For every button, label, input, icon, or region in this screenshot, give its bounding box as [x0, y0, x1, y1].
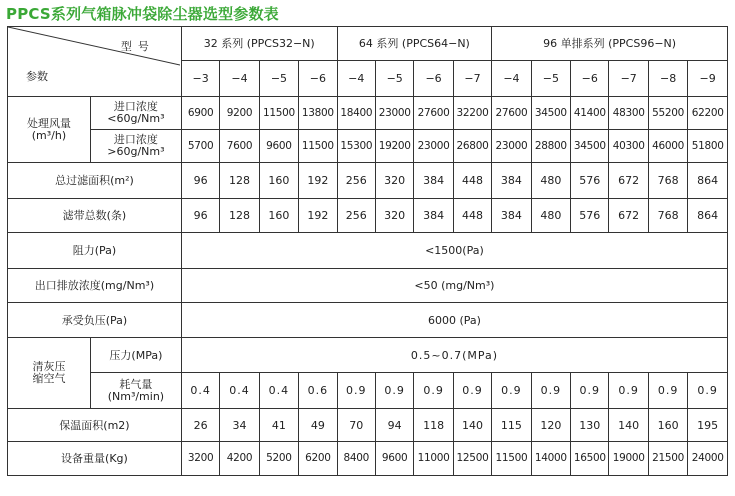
insulation-cell: 115: [492, 409, 531, 442]
model-number-cell: −6: [299, 61, 337, 97]
weight-cell: 24000: [688, 442, 728, 476]
model-number-cell: −5: [375, 61, 413, 97]
group-header-64: 64 系列 (PPCS64−N): [337, 27, 492, 61]
bag-count-cell: 480: [531, 199, 570, 233]
airflow-low-cell: 6900: [181, 97, 219, 130]
weight-cell: 12500: [453, 442, 491, 476]
airflow-high-cell: 19200: [375, 130, 413, 163]
insulation-cell: 49: [299, 409, 337, 442]
filter-area-cell: 192: [299, 163, 337, 199]
model-number-cell: −6: [414, 61, 453, 97]
insulation-cell: 41: [259, 409, 298, 442]
insulation-row: [8, 409, 728, 442]
airflow-low-cell: 41400: [571, 97, 609, 130]
bag-count-cell: 256: [337, 199, 375, 233]
weight-cell: 8400: [337, 442, 375, 476]
insulation-cell: 26: [181, 409, 219, 442]
airflow-high-cell: 23000: [492, 130, 531, 163]
weight-cell: 21500: [648, 442, 687, 476]
weight-cell: 11000: [414, 442, 453, 476]
bag-count-cell: 96: [181, 199, 219, 233]
insulation-cell: 120: [531, 409, 570, 442]
model-header: 型号: [120, 40, 155, 53]
weight-cell: 19000: [609, 442, 648, 476]
group-header-96: 96 单排系列 (PPCS96−N): [492, 27, 728, 61]
filter-area-cell: 384: [414, 163, 453, 199]
air-consumption-cell: 0.9: [375, 373, 413, 409]
weight-cell: 6200: [299, 442, 337, 476]
airflow-high-cell: 28800: [531, 130, 570, 163]
model-number-cell: −4: [337, 61, 375, 97]
airflow-high-cell: 26800: [453, 130, 491, 163]
table-title: PPCS系列气箱脉冲袋除尘器选型参数表: [6, 5, 279, 23]
compressed-air-label: 清灰压 缩空气: [8, 338, 91, 409]
filter-area-cell: 96: [181, 163, 219, 199]
air-consumption-cell: 0.9: [531, 373, 570, 409]
insulation-cell: 130: [571, 409, 609, 442]
bag-count-cell: 128: [220, 199, 259, 233]
filter-area-cell: 320: [375, 163, 413, 199]
insulation-cell: 195: [688, 409, 728, 442]
model-number-cell: −5: [531, 61, 570, 97]
filter-area-cell: 672: [609, 163, 648, 199]
filter-area-cell: 384: [492, 163, 531, 199]
filter-area-cell: 128: [220, 163, 259, 199]
weight-cell: 5200: [259, 442, 298, 476]
airflow-low-cell: 55200: [648, 97, 687, 130]
air-consumption-cell: 0.9: [648, 373, 687, 409]
filter-area-cell: 768: [648, 163, 687, 199]
airflow-high-cell: 5700: [181, 130, 219, 163]
air-consumption-row: [8, 373, 728, 409]
air-consumption-cell: 0.9: [609, 373, 648, 409]
airflow-high-cell: 15300: [337, 130, 375, 163]
bag-count-cell: 576: [571, 199, 609, 233]
emission-row: [8, 269, 728, 303]
filter-area-cell: 160: [259, 163, 298, 199]
weight-row: [8, 442, 728, 476]
air-consumption-cell: 0.9: [688, 373, 728, 409]
air-consumption-cell: 0.6: [299, 373, 337, 409]
air-pressure-row: [8, 338, 728, 373]
air-consumption-cell: 0.9: [337, 373, 375, 409]
airflow-low-cell: 27600: [492, 97, 531, 130]
negative-pressure-value: 6000 (Pa): [181, 303, 727, 338]
airflow-low-cell: 9200: [220, 97, 259, 130]
bag-count-cell: 672: [609, 199, 648, 233]
airflow-high-row: [8, 130, 728, 163]
negative-pressure-row: [8, 303, 728, 338]
bag-count-cell: 384: [492, 199, 531, 233]
weight-cell: 11500: [492, 442, 531, 476]
bag-count-cell: 448: [453, 199, 491, 233]
bag-count-cell: 192: [299, 199, 337, 233]
model-number-cell: −8: [648, 61, 687, 97]
resistance-row: [8, 233, 728, 269]
inlet-high-label: 进口浓度 >60g/Nm³: [90, 130, 181, 163]
airflow-high-cell: 51800: [688, 130, 728, 163]
bag-count-cell: 384: [414, 199, 453, 233]
airflow-low-cell: 32200: [453, 97, 491, 130]
model-number-cell: −6: [571, 61, 609, 97]
air-consumption-label: 耗气量 (Nm³/min): [90, 373, 181, 409]
filter-area-cell: 864: [688, 163, 728, 199]
insulation-cell: 70: [337, 409, 375, 442]
airflow-low-cell: 23000: [375, 97, 413, 130]
insulation-cell: 140: [453, 409, 491, 442]
air-pressure-label: 压力(MPa): [90, 338, 181, 373]
insulation-cell: 140: [609, 409, 648, 442]
model-number-cell: −4: [220, 61, 259, 97]
airflow-low-cell: 62200: [688, 97, 728, 130]
airflow-low-cell: 48300: [609, 97, 648, 130]
header-diagonal-cell: [8, 27, 182, 97]
model-number-cell: −7: [609, 61, 648, 97]
resistance-label: 阻力(Pa): [8, 233, 182, 269]
air-consumption-cell: 0.9: [453, 373, 491, 409]
filter-area-cell: 480: [531, 163, 570, 199]
model-number-cell: −3: [181, 61, 219, 97]
model-number-cell: −4: [492, 61, 531, 97]
airflow-high-cell: 9600: [259, 130, 298, 163]
parameter-header: 参数: [26, 70, 48, 83]
airflow-label: 处理风量 (m³/h): [8, 97, 91, 163]
bag-count-cell: 160: [259, 199, 298, 233]
air-pressure-value: 0.5~0.7(MPa): [181, 338, 727, 373]
airflow-high-cell: 11500: [299, 130, 337, 163]
negative-pressure-label: 承受负压(Pa): [8, 303, 182, 338]
filter-area-row: [8, 163, 728, 199]
air-consumption-cell: 0.9: [414, 373, 453, 409]
bag-count-cell: 768: [648, 199, 687, 233]
insulation-cell: 94: [375, 409, 413, 442]
model-number-cell: −7: [453, 61, 491, 97]
selection-parameter-table: [7, 26, 728, 476]
diagonal-line: [8, 27, 180, 97]
weight-cell: 3200: [181, 442, 219, 476]
weight-label: 设备重量(Kg): [8, 442, 182, 476]
filter-area-cell: 448: [453, 163, 491, 199]
insulation-cell: 160: [648, 409, 687, 442]
airflow-high-cell: 23000: [414, 130, 453, 163]
weight-cell: 14000: [531, 442, 570, 476]
airflow-low-cell: 11500: [259, 97, 298, 130]
model-number-cell: −5: [259, 61, 298, 97]
bag-count-cell: 320: [375, 199, 413, 233]
air-consumption-cell: 0.9: [492, 373, 531, 409]
insulation-label: 保温面积(m2): [8, 409, 182, 442]
airflow-low-cell: 18400: [337, 97, 375, 130]
weight-cell: 9600: [375, 442, 413, 476]
airflow-low-cell: 13800: [299, 97, 337, 130]
inlet-low-label: 进口浓度 <60g/Nm³: [90, 97, 181, 130]
airflow-high-cell: 40300: [609, 130, 648, 163]
group-header-32: 32 系列 (PPCS32−N): [181, 27, 337, 61]
airflow-high-cell: 7600: [220, 130, 259, 163]
air-consumption-cell: 0.4: [220, 373, 259, 409]
emission-value: <50 (mg/Nm³): [181, 269, 727, 303]
air-consumption-cell: 0.4: [259, 373, 298, 409]
bag-count-cell: 864: [688, 199, 728, 233]
airflow-low-cell: 27600: [414, 97, 453, 130]
airflow-high-cell: 46000: [648, 130, 687, 163]
insulation-cell: 34: [220, 409, 259, 442]
weight-cell: 16500: [571, 442, 609, 476]
weight-cell: 4200: [220, 442, 259, 476]
resistance-value: <1500(Pa): [181, 233, 727, 269]
insulation-cell: 118: [414, 409, 453, 442]
air-consumption-cell: 0.9: [571, 373, 609, 409]
model-number-cell: −9: [688, 61, 728, 97]
emission-label: 出口排放浓度(mg/Nm³): [8, 269, 182, 303]
bag-count-row: [8, 199, 728, 233]
airflow-low-cell: 34500: [531, 97, 570, 130]
air-consumption-cell: 0.4: [181, 373, 219, 409]
airflow-high-cell: 34500: [571, 130, 609, 163]
filter-area-label: 总过滤面积(m²): [8, 163, 182, 199]
bag-count-label: 滤带总数(条): [8, 199, 182, 233]
airflow-low-row: [8, 97, 728, 130]
filter-area-cell: 576: [571, 163, 609, 199]
filter-area-cell: 256: [337, 163, 375, 199]
